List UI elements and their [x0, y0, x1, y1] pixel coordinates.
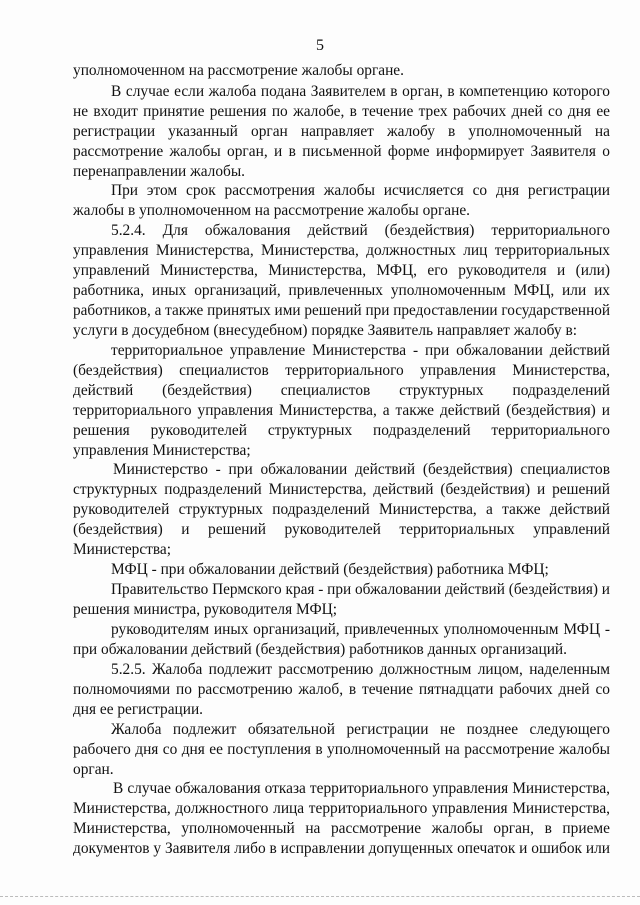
text-line: перенаправлении жалобы. [73, 163, 245, 180]
text-line: жалобы в уполномоченном на рассмотрение жалобы органе. [73, 202, 471, 219]
text-line: руководителям иных организаций, привлеченных уполномоченным МФЦ - [111, 621, 610, 638]
text-line: Министерства; [73, 541, 172, 558]
text-line: работника, иных организаций, привлеченных уполномоченным МФЦ, или их [73, 282, 610, 299]
text-line: 5.2.4. Для обжалования действий (бездействия) территориального [111, 222, 610, 239]
text-line: решения руководителей структурных подразделений территориального [73, 422, 610, 439]
text-line: при обжаловании действий (бездействия) работников данных организаций. [73, 641, 568, 658]
text-line: управления Министерства; [73, 442, 251, 459]
text-line: территориальное управление Министерства - при обжаловании действий [111, 342, 610, 359]
text-line: В случае если жалоба подана Заявителем в орган, в компетенцию которого [111, 83, 610, 100]
text-line: решения министра, руководителя МФЦ; [73, 601, 337, 618]
text-line: 5.2.5. Жалоба подлежит рассмотрению должностным лицом, наделенным [111, 661, 610, 678]
text-line: МФЦ - при обжаловании действий (бездействия) работника МФЦ; [111, 561, 549, 578]
text-line: документов у Заявителя либо в исправлении допущенных опечаток и ошибок или [73, 840, 611, 857]
text-line: Министерство - при обжаловании действий (бездействия) специалистов [113, 461, 610, 478]
text-line: полномочиями по рассмотрению жалоб, в течение пятнадцати рабочих дней со [73, 681, 610, 698]
text-line: работников, а также принятых ими решений при предоставлении государственной [73, 302, 611, 319]
text-line: Министерства, уполномоченный на рассмотрение жалобы орган, в приеме [73, 820, 610, 837]
text-line: орган. [73, 761, 114, 778]
text-line: дня ее регистрации. [73, 701, 204, 718]
text-line: уполномоченном на рассмотрение жалобы органе. [73, 62, 404, 79]
text-line: При этом срок рассмотрения жалобы исчисляется со дня регистрации [111, 182, 610, 199]
text-line: управления Министерства, Министерства, должностных лиц территориальных [73, 242, 610, 259]
text-line: Жалоба подлежит обязательной регистрации не позднее следующего [111, 721, 610, 738]
text-line: рабочего дня со дня ее поступления в уполномоченный на рассмотрение жалобы [73, 741, 610, 758]
text-line: рассмотрение жалобы орган, и в письменной форме информирует Заявителя о [73, 143, 610, 160]
text-line: структурных подразделений Министерства, действий (бездействия) и решений [73, 481, 610, 498]
text-line: (бездействия) специалистов территориального управления Министерства, [73, 362, 610, 379]
page-number: 5 [316, 37, 324, 54]
text-line: В случае обжалования отказа территориального управления Министерства, [113, 780, 610, 797]
text-line: действий (бездействия) специалистов структурных подразделений [73, 382, 610, 399]
text-line: не входит принятие решения по жалобе, в течение трех рабочих дней со дня ее [73, 103, 610, 120]
text-line: руководителей структурных подразделений Министерства, а также действий [73, 501, 610, 518]
text-line: управлений Министерства, Министерства, МФЦ, его руководителя и (или) [73, 262, 610, 279]
text-line: Правительство Пермского края - при обжаловании действий (бездействия) и [111, 581, 610, 598]
text-line: услуги в досудебном (внесудебном) порядке Заявитель направляет жалобу в: [73, 322, 577, 339]
text-line: Министерства, должностного лица территориального управления Министерства, [73, 800, 610, 817]
scan-edge-divider [0, 896, 640, 897]
text-line: регистрации указанный орган направляет жалобу в уполномоченный на [73, 123, 610, 140]
text-line: территориального управления Министерства, а также действий (бездействия) и [73, 402, 610, 419]
text-line: (бездействия) и решений руководителей территориальных управлений [73, 521, 610, 538]
